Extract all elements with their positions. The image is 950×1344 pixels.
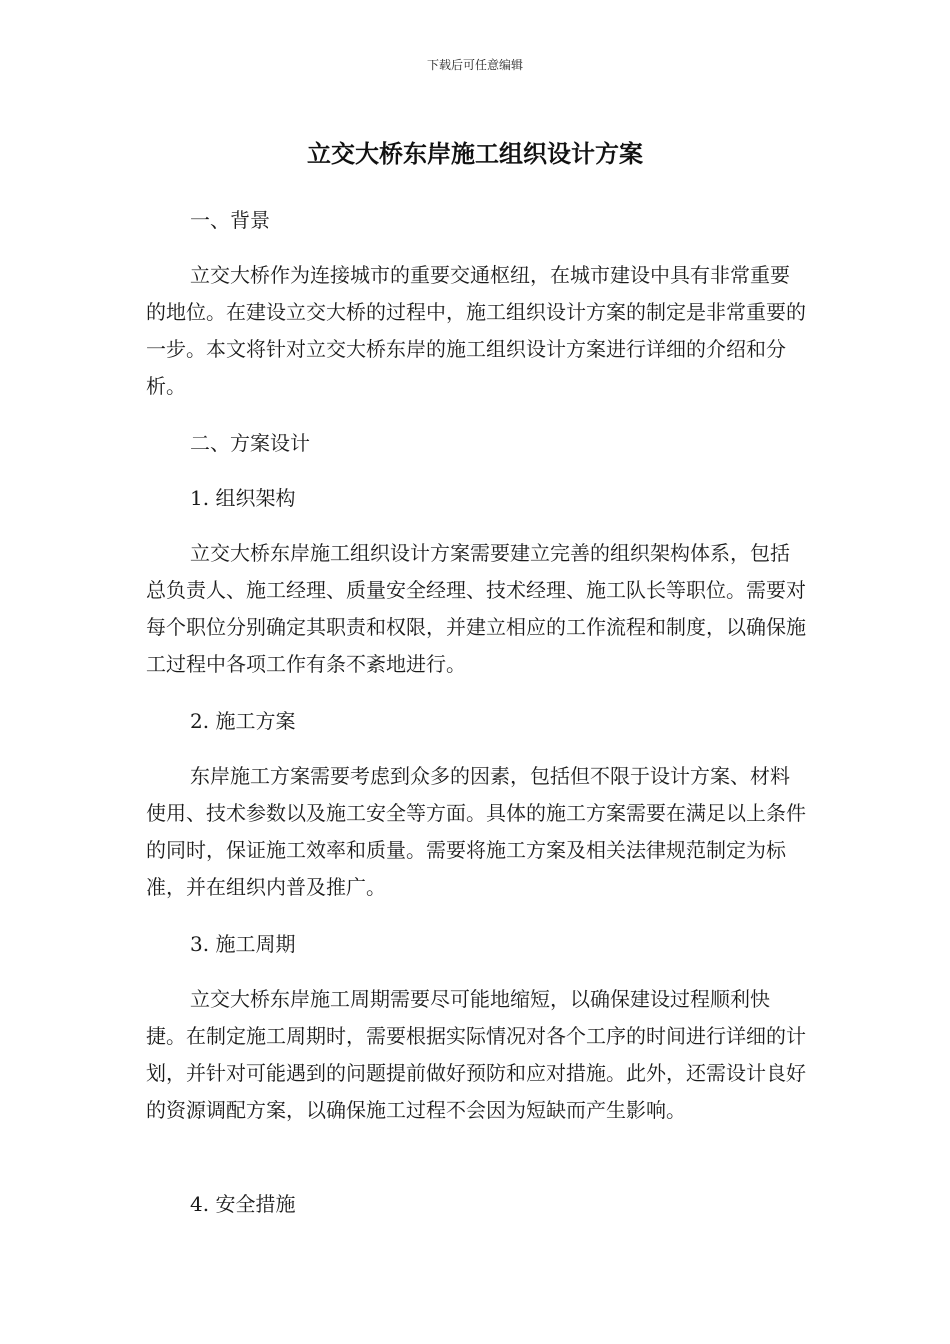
subsection-heading-period: 3. 施工周期 — [190, 932, 296, 956]
paragraph-period — [146, 981, 806, 1129]
subsection-heading-plan: 2. 施工方案 — [190, 709, 296, 733]
paragraph-text: 立交大桥作为连接城市的重要交通枢纽，在城市建设中具有非常重要的地位。在建设立交大桥的过程中，施工组织设计方案的制定是非常重要的一步。本文将针对立交大桥东岸的施工组织设计方案进行详细的介绍和分析。 — [146, 263, 806, 398]
header-note: 下载后可任意编辑 — [426, 58, 523, 72]
paragraph-text: 立交大桥东岸施工组织设计方案需要建立完善的组织架构体系，包括总负责人、施工经理、质量安全经理、技术经理、施工队长等职位。需要对每个职位分别确定其职责和权限，并建立相应的工作流程和制度，以确保施工过程中各项工作有条不紊地进行。 — [146, 541, 806, 676]
subsection-heading-organization: 1. 组织架构 — [190, 486, 296, 510]
section-heading-design: 二、方案设计 — [190, 431, 310, 455]
paragraph-background — [146, 257, 806, 405]
subsection-heading-safety: 4. 安全措施 — [190, 1192, 296, 1216]
section-heading-background: 一、背景 — [190, 208, 270, 232]
paragraph-text: 东岸施工方案需要考虑到众多的因素，包括但不限于设计方案、材料使用、技术参数以及施工安全等方面。具体的施工方案需要在满足以上条件的同时，保证施工效率和质量。需要将施工方案及相关法律规范制定为标准，并在组织内普及推广。 — [146, 764, 806, 899]
document-title: 立交大桥东岸施工组织设计方案 — [307, 140, 643, 168]
paragraph-organization — [146, 535, 806, 683]
paragraph-text: 立交大桥东岸施工周期需要尽可能地缩短，以确保建设过程顺利快捷。在制定施工周期时，需要根据实际情况对各个工序的时间进行详细的计划，并针对可能遇到的问题提前做好预防和应对措施。此外，还需设计良好的资源调配方案，以确保施工过程不会因为短缺而产生影响。 — [146, 987, 806, 1122]
paragraph-plan — [146, 758, 806, 906]
